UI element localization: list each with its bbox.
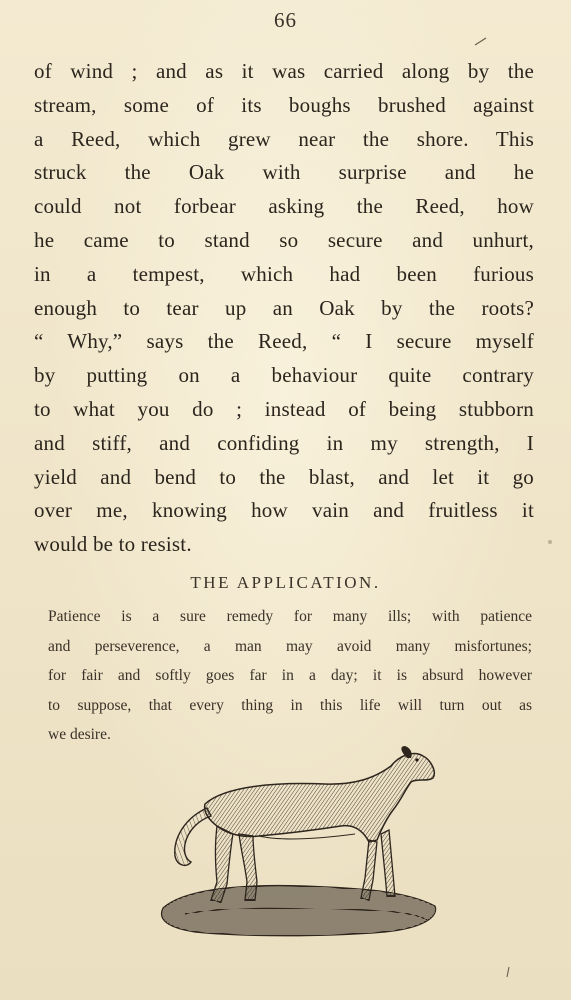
body-line: yield and bend to the blast, and let it go [34,464,534,489]
body-line: and stiff, and confiding in my strength, I [34,430,534,455]
woodcut-greyhound-icon [155,738,440,938]
moral-line: Patience is a sure remedy for many ills; with patience [48,608,532,625]
body-line: by putting on a behaviour quite contrary [34,363,534,388]
moral-line: and perseverence, a man may avoid many misfortunes; [48,637,532,655]
body-line: would be to resist. [34,532,192,557]
body-line: in a tempest, which had been furious [34,261,534,286]
body-line: to what you do ; instead of being stubborn [34,396,534,421]
body-line: stream, some of its boughs brushed against [34,92,534,117]
body-line: struck the Oak with surprise and he [34,160,534,185]
body-line: a Reed, which grew near the shore. This [34,126,534,151]
paper-speck [548,540,552,544]
body-line: he came to stand so secure and unhurt, [34,227,534,252]
ink-corner-mark [504,966,512,978]
body-line: of wind ; and as it was carried along by the [34,59,534,83]
page-number: 66 [274,8,297,32]
moral-line: to suppose, that every thing in this life will turn out as [48,696,532,714]
body-line: “ Why,” says the Reed, “ I secure myself [34,329,534,354]
body-line: enough to tear up an Oak by the roots? [34,295,534,320]
ink-tick-mark [474,36,488,46]
body-line: could not forbear asking the Reed, how [34,194,534,219]
moral-text [48,602,532,750]
moral-line: we desire. [48,726,111,743]
body-line: over me, knowing how vain and fruitless it [34,498,534,523]
fable-body-text [34,55,534,562]
moral-line: for fair and softly goes far in a day; it is absurd however [48,667,532,684]
application-heading: THE APPLICATION. [190,573,381,592]
